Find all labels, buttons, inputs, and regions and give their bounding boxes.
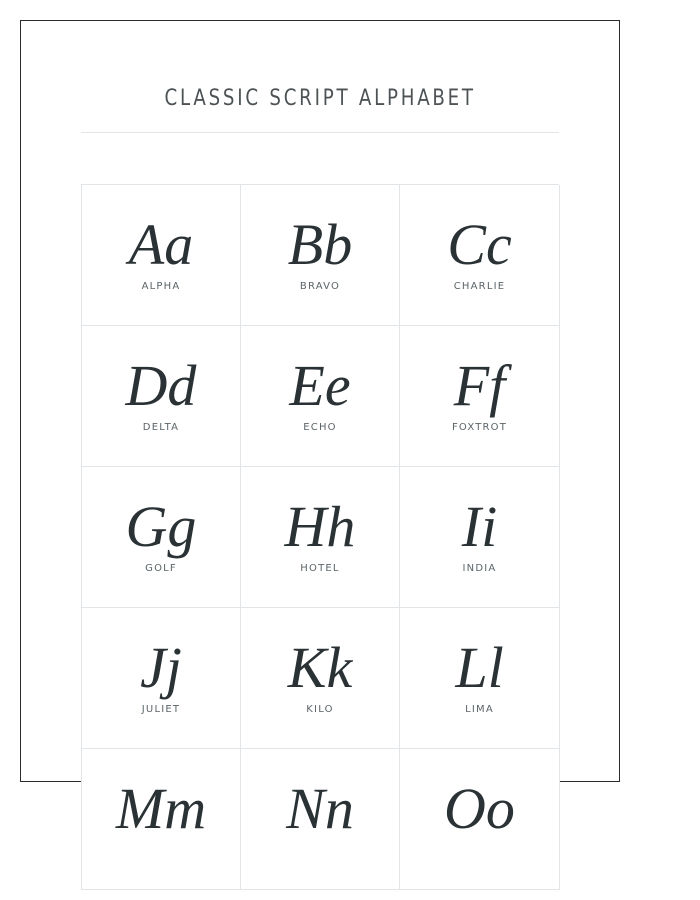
letter-label: DELTA	[142, 422, 180, 433]
letter-card-c	[400, 185, 560, 326]
letter-glyph: Nn	[286, 776, 354, 841]
letter-glyph: Hh	[284, 494, 356, 559]
letter-glyph: Mm	[115, 776, 207, 841]
letter-glyph: Cc	[447, 212, 512, 277]
letter-glyph: Oo	[444, 776, 515, 841]
letter-label: INDIA	[462, 563, 497, 574]
title-divider	[81, 132, 559, 133]
letter-glyph: Ff	[453, 353, 506, 418]
alphabet-grid	[81, 184, 559, 890]
letter-glyph: Ii	[461, 494, 498, 559]
letter-card-n	[241, 749, 400, 890]
letter-card-l	[400, 608, 560, 749]
letter-glyph: Kk	[287, 635, 353, 700]
letter-label: GOLF	[145, 563, 177, 574]
letter-card-m	[82, 749, 241, 890]
letter-glyph: Gg	[125, 494, 197, 559]
letter-card-d	[82, 326, 241, 467]
letter-card-k	[241, 608, 400, 749]
page-title-text: CLASSIC SCRIPT ALPHABET	[164, 86, 476, 111]
letter-glyph: Bb	[287, 212, 353, 277]
letter-card-b	[241, 185, 400, 326]
letter-label: KILO	[306, 704, 334, 715]
letter-label: BRAVO	[299, 281, 341, 292]
letter-card-o	[400, 749, 560, 890]
letter-label: ECHO	[303, 422, 337, 433]
letter-card-a	[82, 185, 241, 326]
letter-label: CHARLIE	[453, 281, 506, 292]
letter-card-h	[241, 467, 400, 608]
letter-glyph: Ll	[455, 635, 504, 700]
letter-label: HOTEL	[300, 563, 340, 574]
letter-card-f	[400, 326, 560, 467]
letter-card-j	[82, 608, 241, 749]
letter-label: JULIET	[141, 704, 181, 715]
page-title	[0, 84, 640, 114]
letter-glyph: Ee	[289, 353, 351, 418]
letter-card-i	[400, 467, 560, 608]
letter-label: FOXTROT	[451, 422, 508, 433]
letter-label: ALPHA	[141, 281, 181, 292]
letter-glyph: Dd	[125, 353, 197, 418]
letter-card-g	[82, 467, 241, 608]
letter-label: LIMA	[465, 704, 494, 715]
letter-card-e	[241, 326, 400, 467]
letter-glyph: Aa	[128, 212, 194, 277]
letter-glyph: Jj	[140, 635, 182, 700]
